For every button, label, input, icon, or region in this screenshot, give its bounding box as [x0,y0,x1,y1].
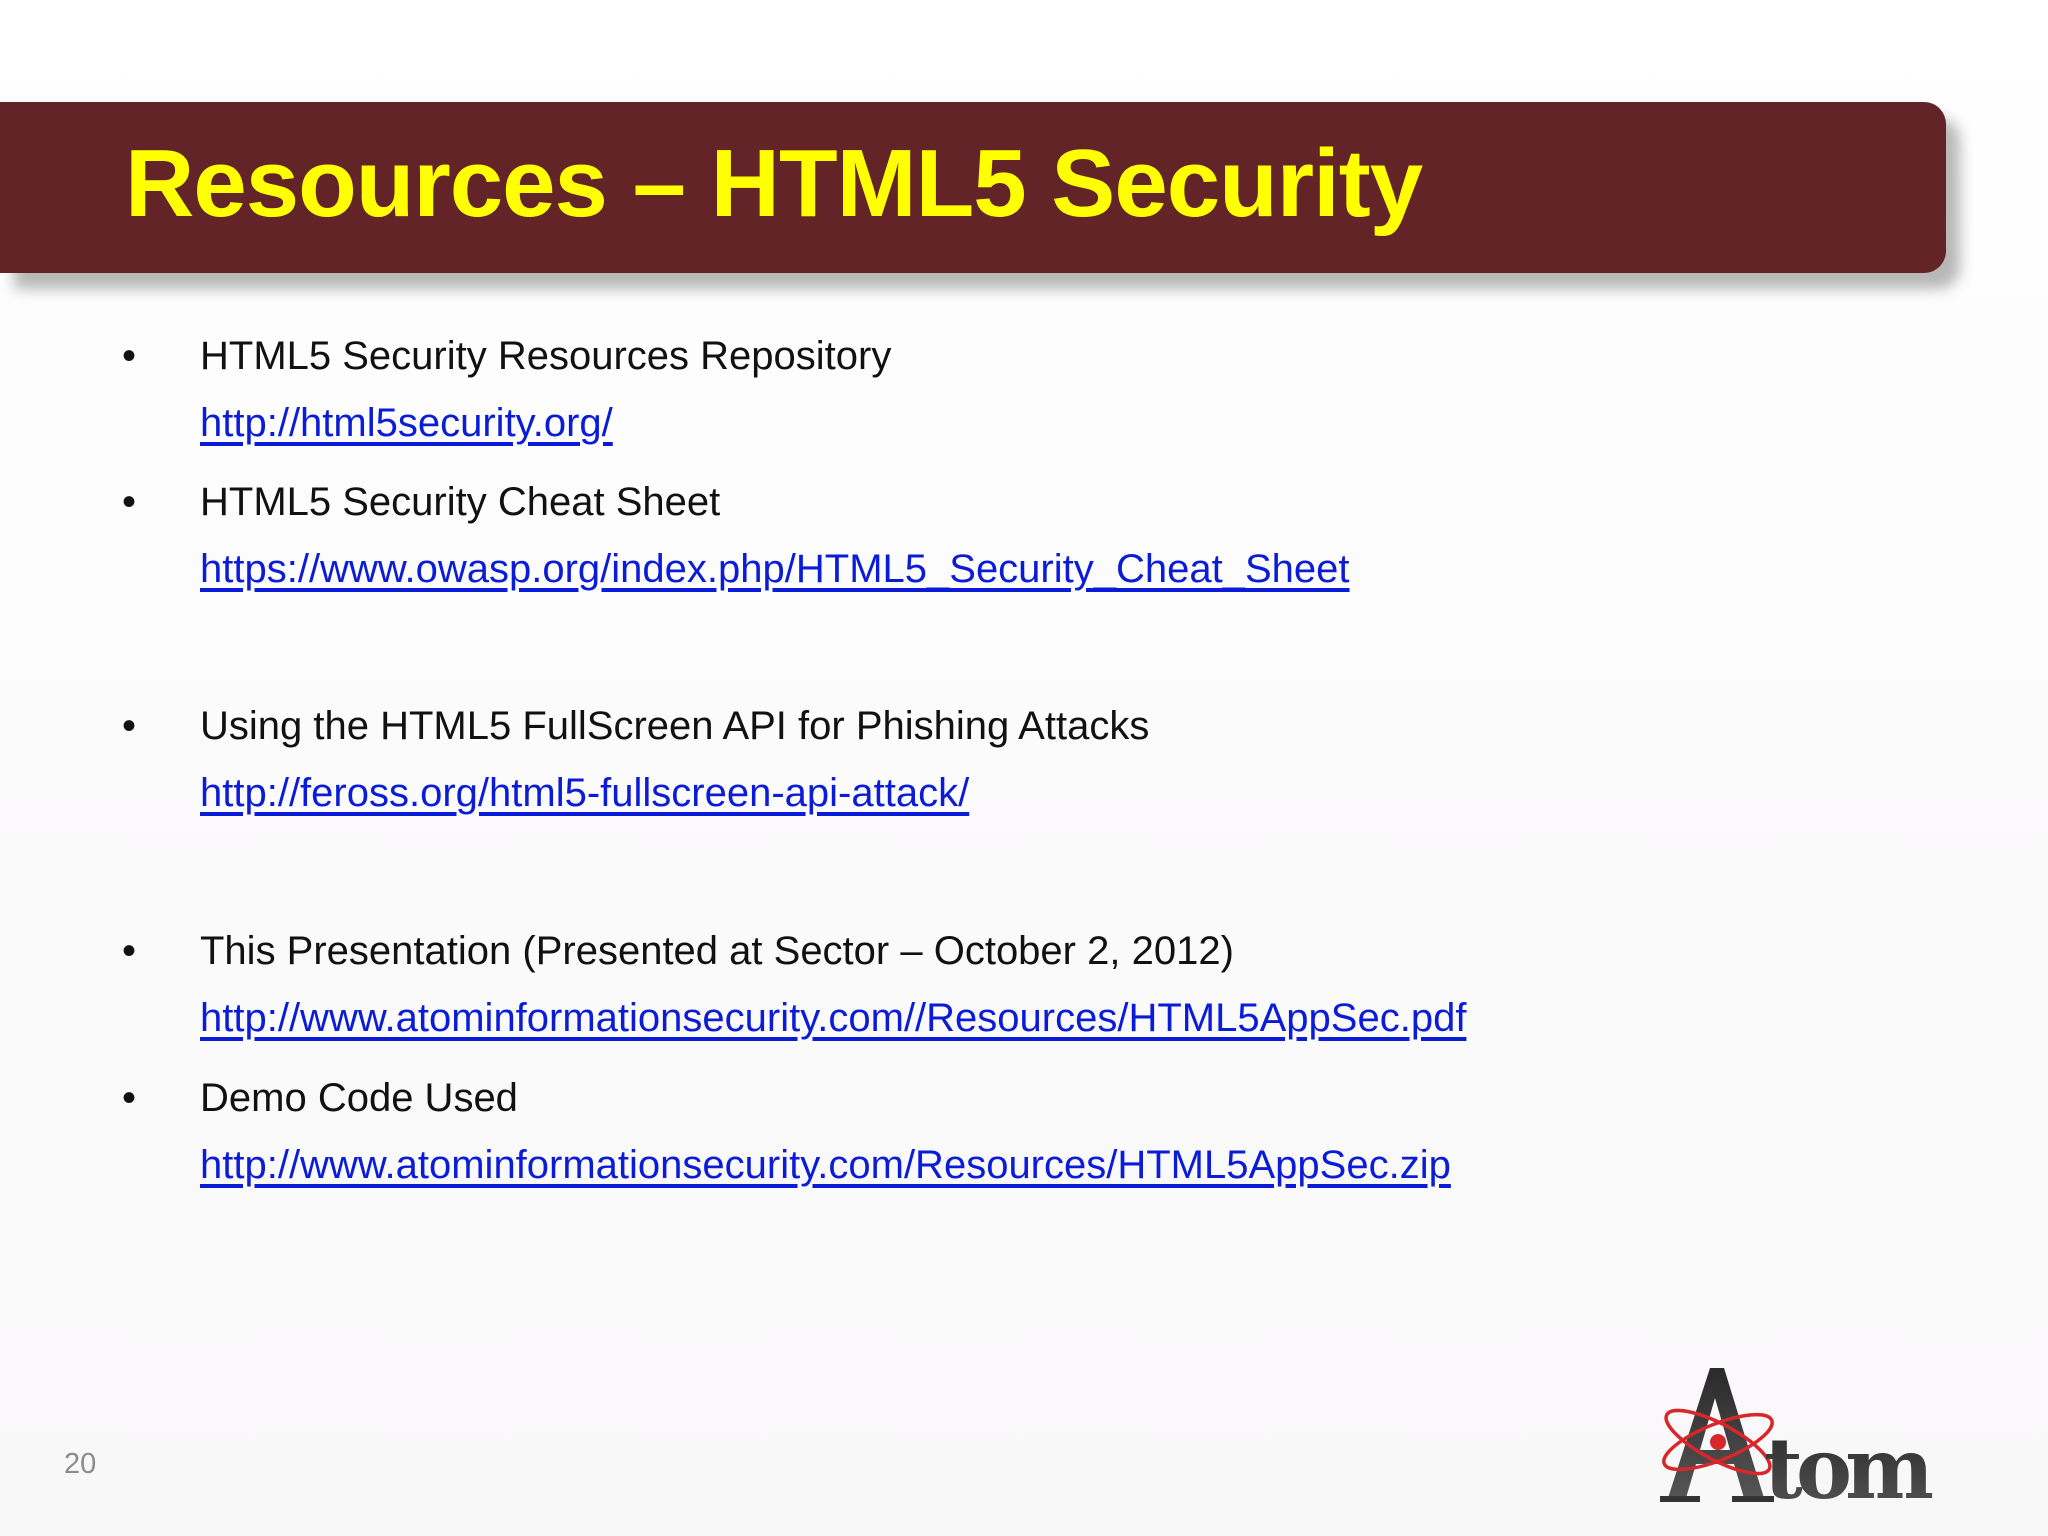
atom-logo-icon [1652,1360,1942,1520]
resource-link[interactable]: http://feross.org/html5-fullscreen-api-attack/ [200,771,970,815]
bullet-icon: • [122,929,137,973]
bullet-icon: • [122,480,137,524]
resource-title: HTML5 Security Cheat Sheet [200,480,721,524]
resource-title: This Presentation (Presented at Sector – October 2, 2012) [200,929,1234,973]
resource-title: Demo Code Used [200,1076,518,1120]
resource-title: Using the HTML5 FullScreen API for Phishing Attacks [200,704,1150,748]
logo-text: tom [1764,1419,1934,1518]
resource-link[interactable]: http://html5security.org/ [200,401,613,445]
bullet-icon: • [122,1076,137,1120]
slide-title: Resources – HTML5 Security [125,130,1423,237]
bullet-icon: • [122,334,137,378]
resource-link[interactable]: http://www.atominformationsecurity.com//Resources/HTML5AppSec.pdf [200,996,1467,1040]
logo-a-shape [1668,1368,1764,1498]
resource-title: HTML5 Security Resources Repository [200,334,892,378]
resource-link[interactable]: http://www.atominformationsecurity.com/Resources/HTML5AppSec.zip [200,1143,1451,1187]
bullet-icon: • [122,704,137,748]
resource-link[interactable]: https://www.owasp.org/index.php/HTML5_Security_Cheat_Sheet [200,547,1350,591]
slide-number: 20 [64,1448,97,1480]
